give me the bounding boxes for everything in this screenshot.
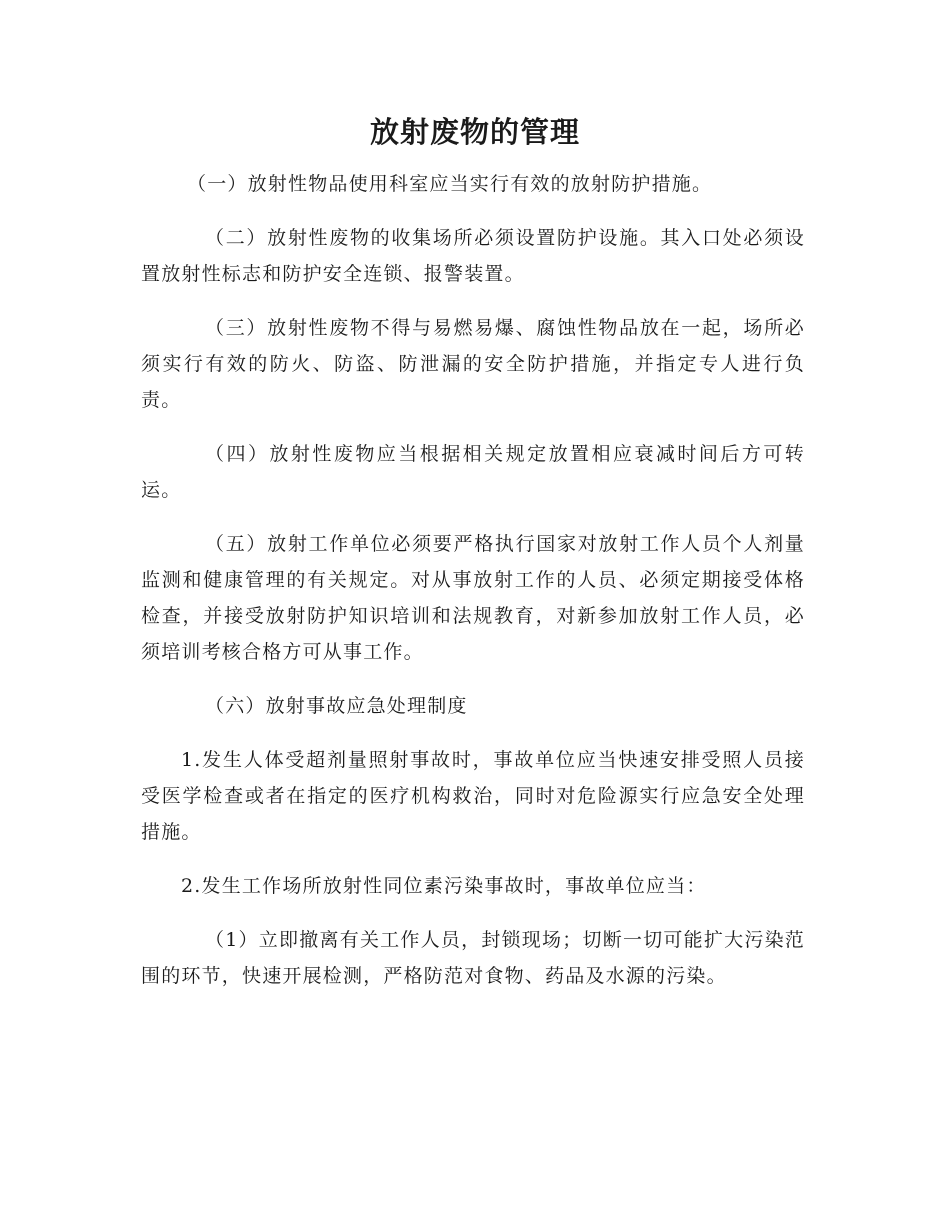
paragraph-6: （六）放射事故应急处理制度 xyxy=(205,695,468,717)
paragraph-1: （一）放射性物品使用科室应当实行有效的放射防护措施。 xyxy=(187,173,713,195)
paragraph-2: （二）放射性废物的收集场所必须设置防护设施。其入口处必须设置放射性标志和防护安全连锁、报警装置。 xyxy=(141,227,805,285)
paragraph-7: 1.发生人体受超剂量照射事故时，事故单位应当快速安排受照人员接受医学检查或者在指定的医疗机构救治，同时对危险源实行应急安全处理措施。 xyxy=(141,749,805,843)
paragraph-9: （1）立即撤离有关工作人员，封锁现场；切断一切可能扩大污染范围的环节，快速开展检测，严格防范对食物、药品及水源的污染。 xyxy=(141,929,805,987)
paragraph-4: （四）放射性废物应当根据相关规定放置相应衰减时间后方可转运。 xyxy=(141,443,805,501)
document-body xyxy=(141,166,805,1012)
page-title: 放射废物的管理 xyxy=(369,115,580,149)
paragraph-8: 2.发生工作场所放射性同位素污染事故时，事故单位应当： xyxy=(181,875,707,897)
paragraph-3: （三）放射性废物不得与易燃易爆、腐蚀性物品放在一起，场所必须实行有效的防火、防盗、防泄漏的安全防护措施，并指定专人进行负责。 xyxy=(141,317,805,411)
paragraph-5: （五）放射工作单位必须要严格执行国家对放射工作人员个人剂量监测和健康管理的有关规定。对从事放射工作的人员、必须定期接受体格检查，并接受放射防护知识培训和法规教育，对新参加放射工作人员，必须培训考核合格方可从事工作。 xyxy=(141,533,805,663)
